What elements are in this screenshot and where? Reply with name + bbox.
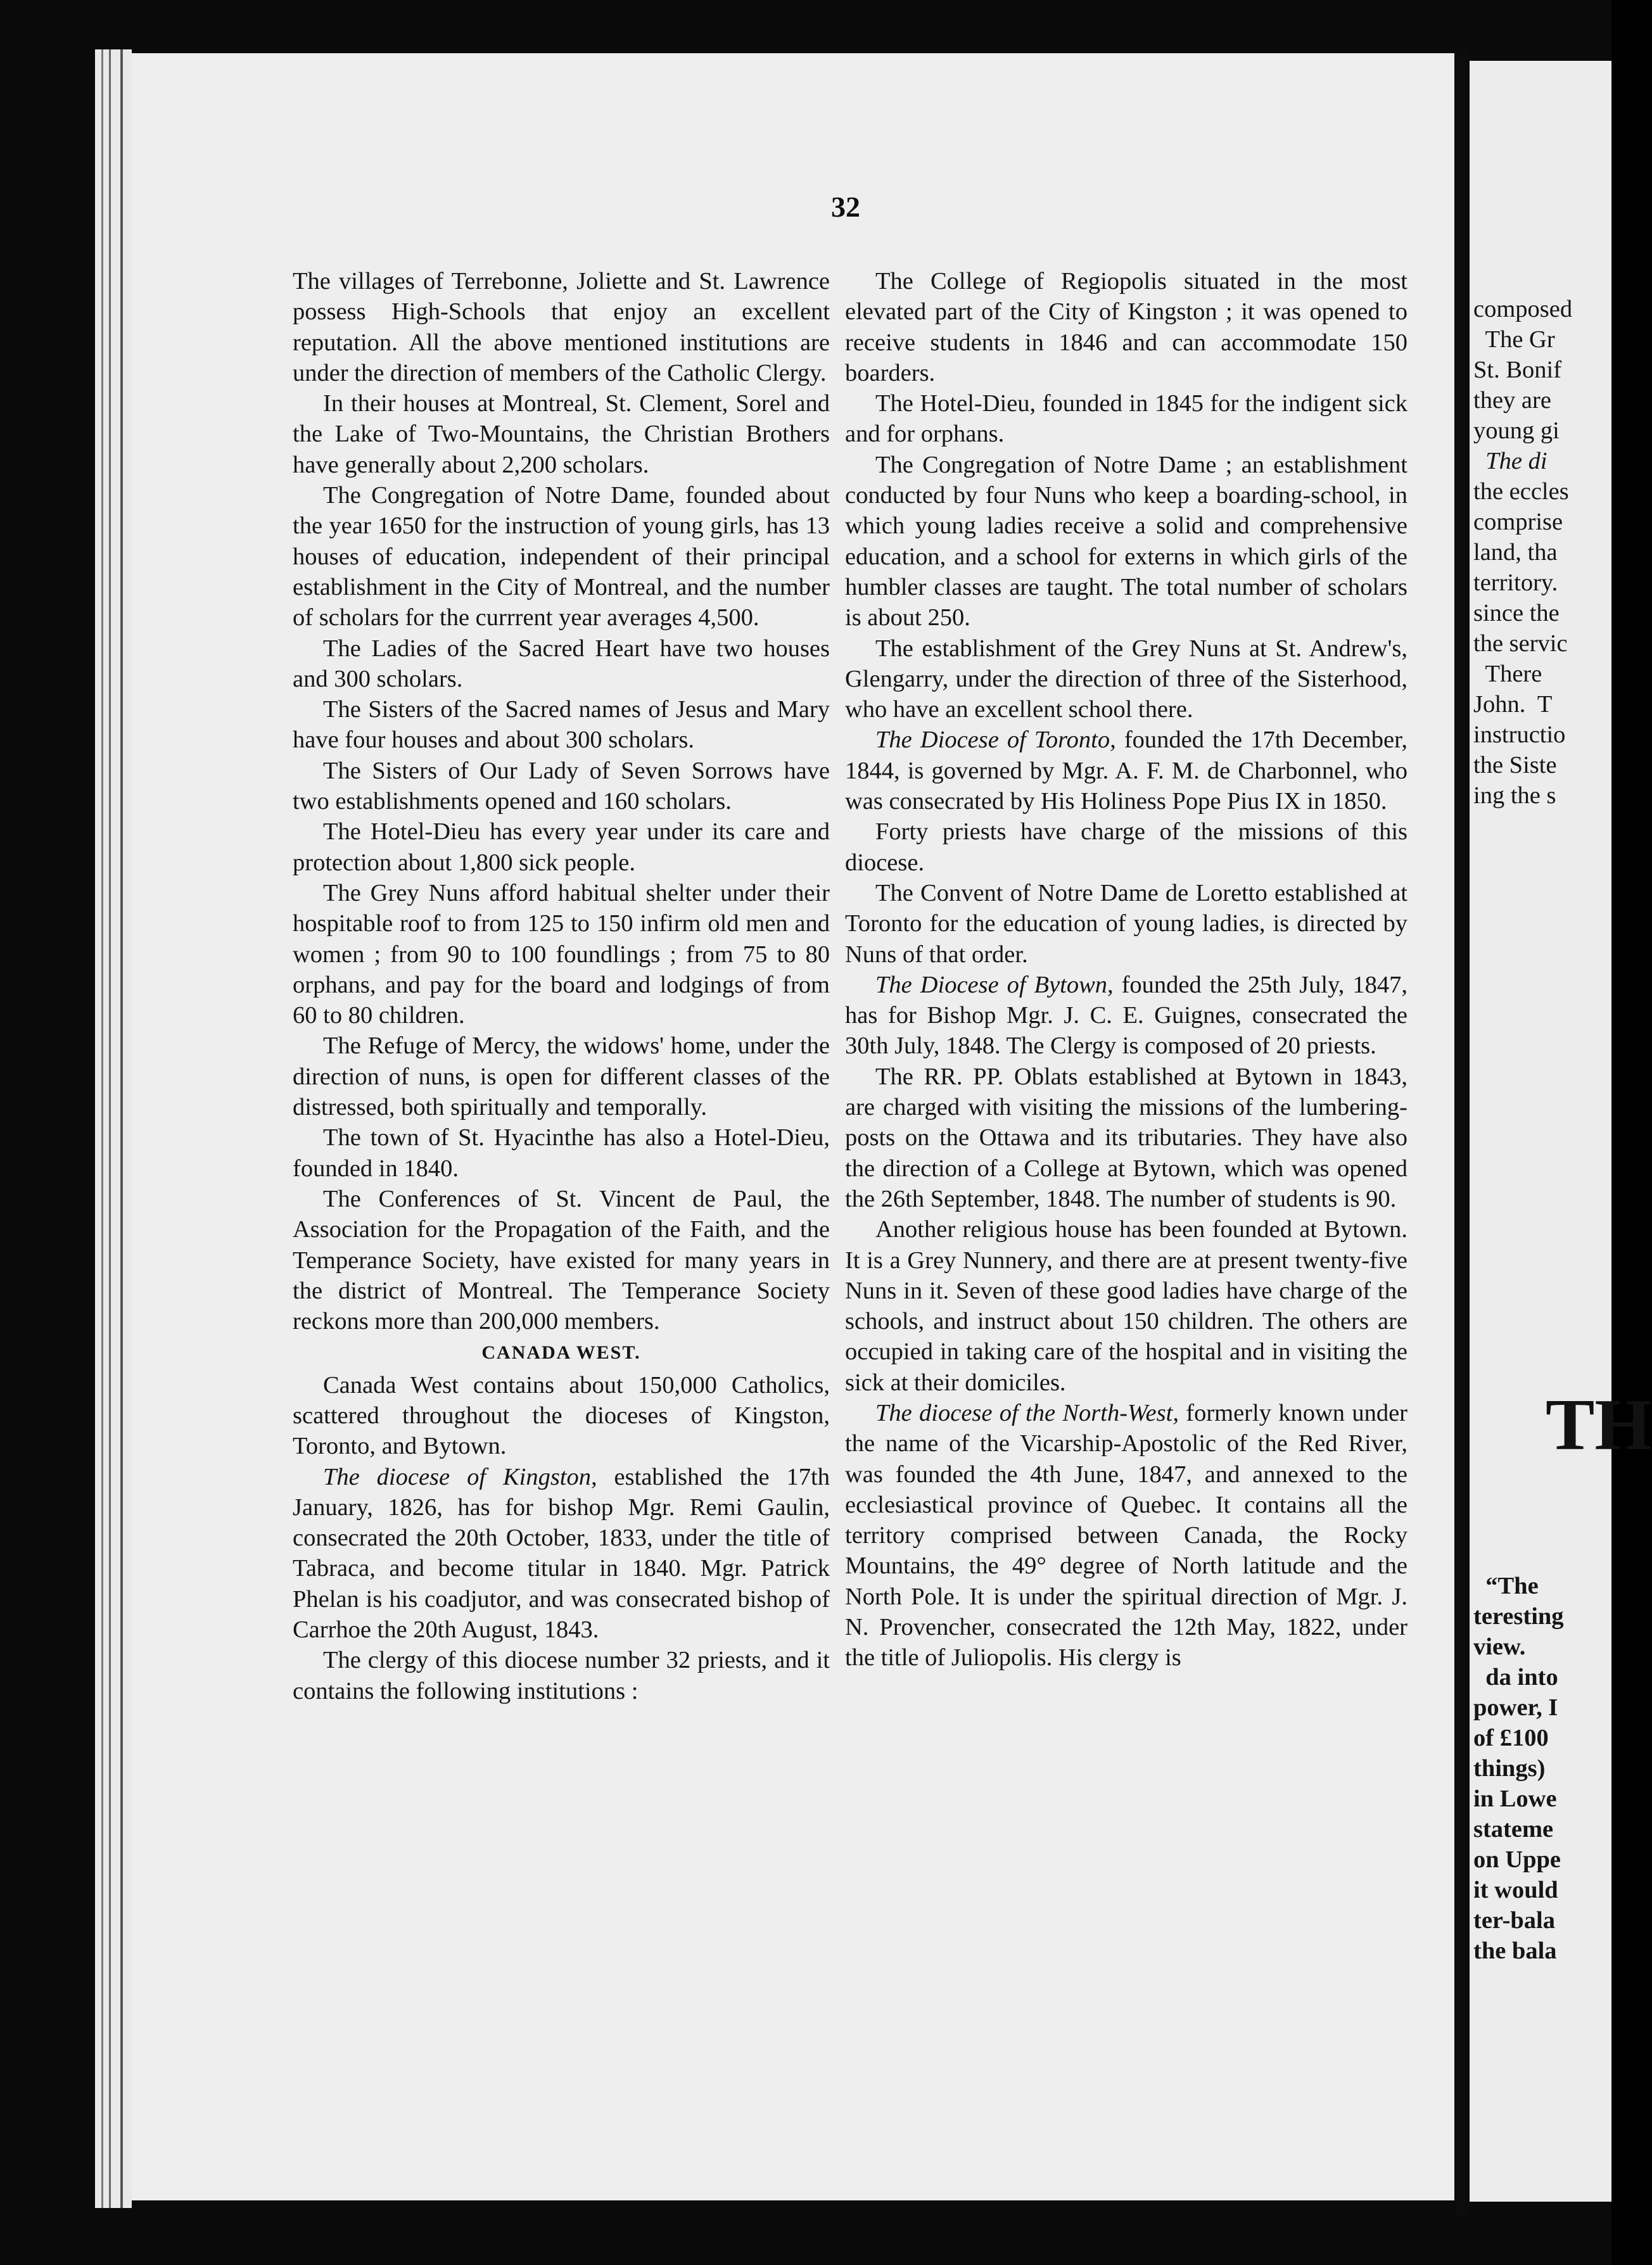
paragraph: The establishment of the Grey Nuns at St. Andrew's, Glengarry, under the direction of three of the Sisterhood, who have an excellent school there.: [845, 635, 1407, 723]
page-edge-line: [120, 49, 123, 2208]
italic-lead: The Diocese of Toronto,: [875, 726, 1116, 754]
adjacent-line: the bala: [1473, 1938, 1557, 1964]
page-edge-stack: [95, 49, 132, 2208]
adjacent-line: they are: [1473, 387, 1551, 414]
adjacent-line: The di: [1473, 448, 1547, 474]
paragraph: In their houses at Montreal, St. Clement, Sorel and the Lake of Two-Mountains, the Christian Brothers have generally about 2,200 scholars.: [293, 390, 830, 478]
section-heading: CANADA WEST.: [481, 1342, 641, 1364]
adjacent-line: it would: [1473, 1877, 1558, 1903]
adjacent-line: comprise: [1473, 509, 1563, 535]
adjacent-line: land, tha: [1473, 539, 1558, 566]
paragraph: The Congregation of Notre Dame ; an establishment conducted by four Nuns who keep a boarding-school, in which young ladies receive a solid and comprehensive education, and a school for externs in which girls of the humbler classes are taught. The total number of scholars is about 250.: [845, 451, 1407, 631]
paragraph: The Ladies of the Sacred Heart have two houses and 300 scholars.: [293, 635, 830, 692]
paragraph-text: founded the 17th December, 1844, is governed by Mgr. A. F. M. de Charbonnel, who was consecrated by His Holiness Pope Pius IX in 1850.: [845, 726, 1407, 815]
paragraph: The Grey Nuns afford habitual shelter under their hospitable roof to from 125 to 150 infirm old men and women ; from 90 to 100 foundlings ; from 75 to 80 orphans, and pay for the board and lodgings of from 60 to 80 children.: [293, 879, 830, 1029]
paragraph: The Conferences of St. Vincent de Paul, the Association for the Propagation of the Faith, and the Temperance Society, have existed for many years in the district of Montreal. The Temperance Society reckons more than 200,000 members.: [293, 1185, 830, 1335]
adjacent-line: on Uppe: [1473, 1846, 1561, 1873]
paragraph: Another religious house has been founded at Bytown. It is a Grey Nunnery, and there are at present twenty-five Nuns in it. Seven of these good ladies have charge of the schools, and instruct about 150 children. The others are occupied in taking care of the hospital and in visiting the sick at their domiciles.: [845, 1216, 1407, 1396]
paragraph: The Hotel-Dieu has every year under its care and protection about 1,800 sick people.: [293, 818, 830, 876]
adjacent-line: The Gr: [1473, 326, 1555, 353]
paragraph: The town of St. Hyacinthe has also a Hotel-Dieu, founded in 1840.: [293, 1124, 830, 1182]
middle-column: [845, 266, 1407, 1673]
paragraph: The Sisters of Our Lady of Seven Sorrows have two establishments opened and 160 scholars.: [293, 757, 830, 815]
adjacent-line: St. Bonif: [1473, 357, 1562, 383]
adjacent-line: instructio: [1473, 721, 1566, 748]
adjacent-line: ter-bala: [1473, 1907, 1555, 1934]
adjacent-line: power, I: [1473, 1694, 1558, 1721]
paragraph: The College of Regiopolis situated in the most elevated part of the City of Kingston ; it was opened to receive students in 1846 and can accommodate 150 boarders.: [845, 268, 1407, 386]
adjacent-line: teresting: [1473, 1603, 1564, 1630]
paragraph: [845, 970, 1407, 1062]
adjacent-line: view.: [1473, 1634, 1526, 1660]
page-edge-line: [109, 49, 111, 2208]
adjacent-line: da into: [1473, 1664, 1558, 1691]
paragraph: The Sisters of the Sacred names of Jesus and Mary have four houses and about 300 scholars.: [293, 696, 830, 754]
adjacent-line: There: [1473, 661, 1542, 687]
paragraph: [293, 1462, 830, 1646]
adjacent-line: “The: [1473, 1573, 1539, 1599]
paragraph-text: founded the 25th July, 1847, has for Bishop Mgr. J. C. E. Guignes, consecrated the 30th July, 1848. The Clergy is composed of 20 priests.: [845, 971, 1407, 1060]
adjacent-line: since the: [1473, 600, 1560, 626]
adjacent-line: in Lowe: [1473, 1786, 1557, 1812]
adjacent-line: stateme: [1473, 1816, 1554, 1843]
adjacent-line: young gi: [1473, 417, 1560, 444]
adjacent-line: territory.: [1473, 569, 1558, 596]
adjacent-line: ing the s: [1473, 782, 1556, 809]
adjacent-line: the Siste: [1473, 752, 1557, 778]
adjacent-line: the eccles: [1473, 478, 1569, 505]
paragraph: [845, 725, 1407, 816]
page-edge-line: [101, 49, 103, 2208]
italic-lead: The diocese of the North-West,: [875, 1399, 1179, 1426]
paragraph: The clergy of this diocese number 32 priests, and it contains the following institutions :: [293, 1647, 830, 1704]
paragraph: The villages of Terrebonne, Joliette and St. Lawrence possess High-Schools that enjoy an excellent reputation. All the above mentioned institutions are under the direction of members of the Catholic Clergy.: [293, 268, 830, 386]
page-number: 32: [831, 191, 860, 223]
paragraph: The Refuge of Mercy, the widows' home, under the direction of nuns, is open for different classes of the distressed, both spiritually and temporally.: [293, 1032, 830, 1121]
paragraph: Forty priests have charge of the missions of this diocese.: [845, 818, 1407, 876]
paragraph-text: formerly known under the name of the Vicarship-Apostolic of the Red River, was founded the 4th June, 1847, and annexed to the ecclesiastical province of Quebec. It contains all the territory comprised between Canada, the Rocky Mountains, the 49° degree of North latitude and the North Pole. It is under the spiritual direction of Mgr. J. N. Provencher, consecrated the 12th May, 1822, under the title of Juliopolis. His clergy is: [845, 1399, 1407, 1672]
adjacent-line: composed: [1473, 296, 1573, 322]
adjacent-line: the servic: [1473, 630, 1568, 657]
left-column: [293, 266, 830, 1706]
adjacent-line: of £100: [1473, 1725, 1549, 1751]
paragraph: [845, 1398, 1407, 1673]
italic-lead: The Diocese of Bytown,: [875, 971, 1114, 998]
paragraph: The RR. PP. Oblats established at Bytown in 1843, are charged with visiting the missions of the lumbering-posts on the Ottawa and its tributaries. They have also the direction of a College at Bytown, which was opened the 26th September, 1848. The number of students is 90.: [845, 1063, 1407, 1212]
italic-lead: The diocese of Kingston,: [323, 1463, 597, 1490]
paragraph: The Congregation of Notre Dame, founded about the year 1650 for the instruction of young girls, has 13 houses of education, independent of their principal establishment in the City of Montreal, and the number of scholars for the currrent year averages 4,500.: [293, 482, 830, 631]
paragraph-text: established the 17th January, 1826, has for bishop Mgr. Remi Gaulin, consecrated the 20th October, 1833, under the title of Tabraca, and become titular in 1840. Mgr. Patrick Phelan is his coadjutor, and was consecrated bishop of Carrhoe the 20th August, 1843.: [293, 1463, 830, 1644]
paragraph: The Convent of Notre Dame de Loretto established at Toronto for the education of young ladies, is directed by Nuns of that order.: [845, 879, 1407, 968]
adjacent-heading: TH: [1546, 1385, 1652, 1466]
adjacent-line: John. T: [1473, 691, 1553, 718]
page-gutter: [1456, 49, 1470, 2216]
paragraph: The Hotel-Dieu, founded in 1845 for the indigent sick and for orphans.: [845, 390, 1407, 448]
paragraph: Canada West contains about 150,000 Catholics, scattered throughout the dioceses of Kingston, Toronto, and Bytown.: [293, 1371, 830, 1460]
adjacent-line: things): [1473, 1755, 1546, 1782]
